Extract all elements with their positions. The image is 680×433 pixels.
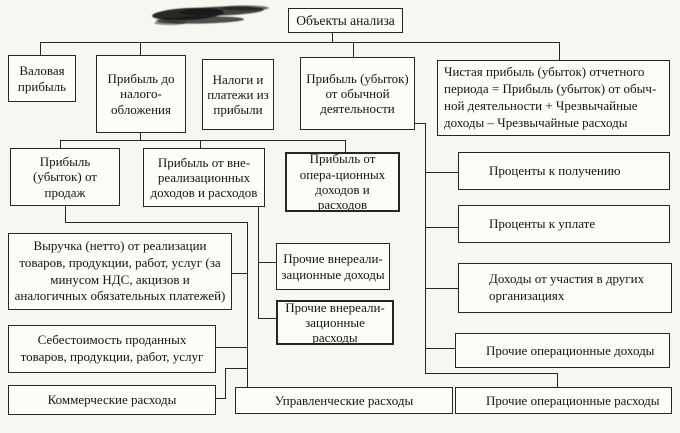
connector-left-trunk — [247, 222, 248, 387]
connector-stub-interest-payable — [425, 227, 458, 228]
connector-commercial-v — [225, 368, 226, 399]
node-gross-profit: Валовая прибыль — [8, 55, 76, 102]
connector-top-horizontal — [40, 42, 560, 43]
node-other-nonoperating-expenses: Прочие внереали-зационные расходы — [276, 300, 394, 345]
connector-drop-ordinary — [353, 42, 354, 57]
connector-stub-interest-receivable — [425, 172, 458, 173]
node-net-profit-formula: Чистая прибыль (убыток) отчетного периода = Прибыль (убыток) от обыч-ной деятельности + Чрезвычайные доходы – Чрезвычайные расходы — [437, 60, 670, 136]
connector-stub-participation — [425, 288, 458, 289]
node-interest-receivable: Проценты к получению — [458, 152, 670, 190]
connector-drop-opprofit — [345, 140, 346, 152]
connector-right-bottom-v — [557, 373, 558, 387]
ink-smudge — [150, 3, 272, 29]
node-analysis-objects: Объекты анализа — [288, 8, 403, 33]
connector-drop-nonop — [200, 140, 201, 148]
connector-stub-revenue — [232, 273, 248, 274]
connector-right-trunk — [425, 123, 426, 374]
connector-sales-stem — [65, 206, 66, 222]
node-participation-income: Доходы от участия в других организациях — [458, 263, 672, 313]
connector-right-bottom-h — [425, 373, 558, 374]
connector-drop-gross — [40, 42, 41, 55]
node-sales-profit: Прибыль (убыток) от продаж — [10, 148, 120, 206]
connector-drop-pbt — [140, 42, 141, 55]
node-commercial-expenses: Коммерческие расходы — [8, 385, 216, 415]
node-nonoperating-profit: Прибыль от вне-реализационных доходов и расходов — [143, 148, 265, 207]
connector-drop-net — [559, 42, 560, 60]
connector-drop-sales — [60, 140, 61, 148]
node-profit-before-tax: Прибыль до налого-обложения — [96, 55, 186, 133]
connector-left-horizontal — [65, 222, 248, 223]
connector-stub-cost — [216, 347, 248, 348]
node-interest-payable: Проценты к уплате — [458, 205, 670, 243]
node-other-operating-expenses: Прочие операционные расходы — [455, 387, 672, 414]
node-other-nonoperating-income: Прочие внереали-зационные доходы — [276, 243, 390, 290]
node-admin-expenses: Управленческие расходы — [235, 387, 453, 414]
connector-stub-nonop-expenses — [258, 318, 276, 319]
node-other-operating-income: Прочие операционные доходы — [455, 333, 670, 368]
connector-root-stem — [332, 32, 333, 42]
node-operating-profit: Прибыль от опера-ционных доходов и расходов — [285, 152, 400, 212]
connector-stub-othop-income — [425, 348, 455, 349]
node-net-revenue: Выручка (нетто) от реализации товаров, продукции, работ, услуг (за минусом НДС, акцизов и аналогичных обязательных платежей) — [8, 233, 232, 310]
connector-stub-nonop-income — [258, 262, 276, 263]
connector-row2-horizontal — [60, 140, 346, 141]
connector-commercial-h2 — [225, 368, 248, 369]
connector-pbt-stem — [140, 133, 141, 140]
node-taxes-from-profit: Налоги и платежи из прибыли — [202, 59, 274, 130]
node-cost-of-sales: Себестоимость проданных товаров, продукции, работ, услуг — [8, 325, 216, 373]
node-ordinary-activity-profit: Прибыль (убыток) от обычной деятельности — [300, 57, 415, 130]
